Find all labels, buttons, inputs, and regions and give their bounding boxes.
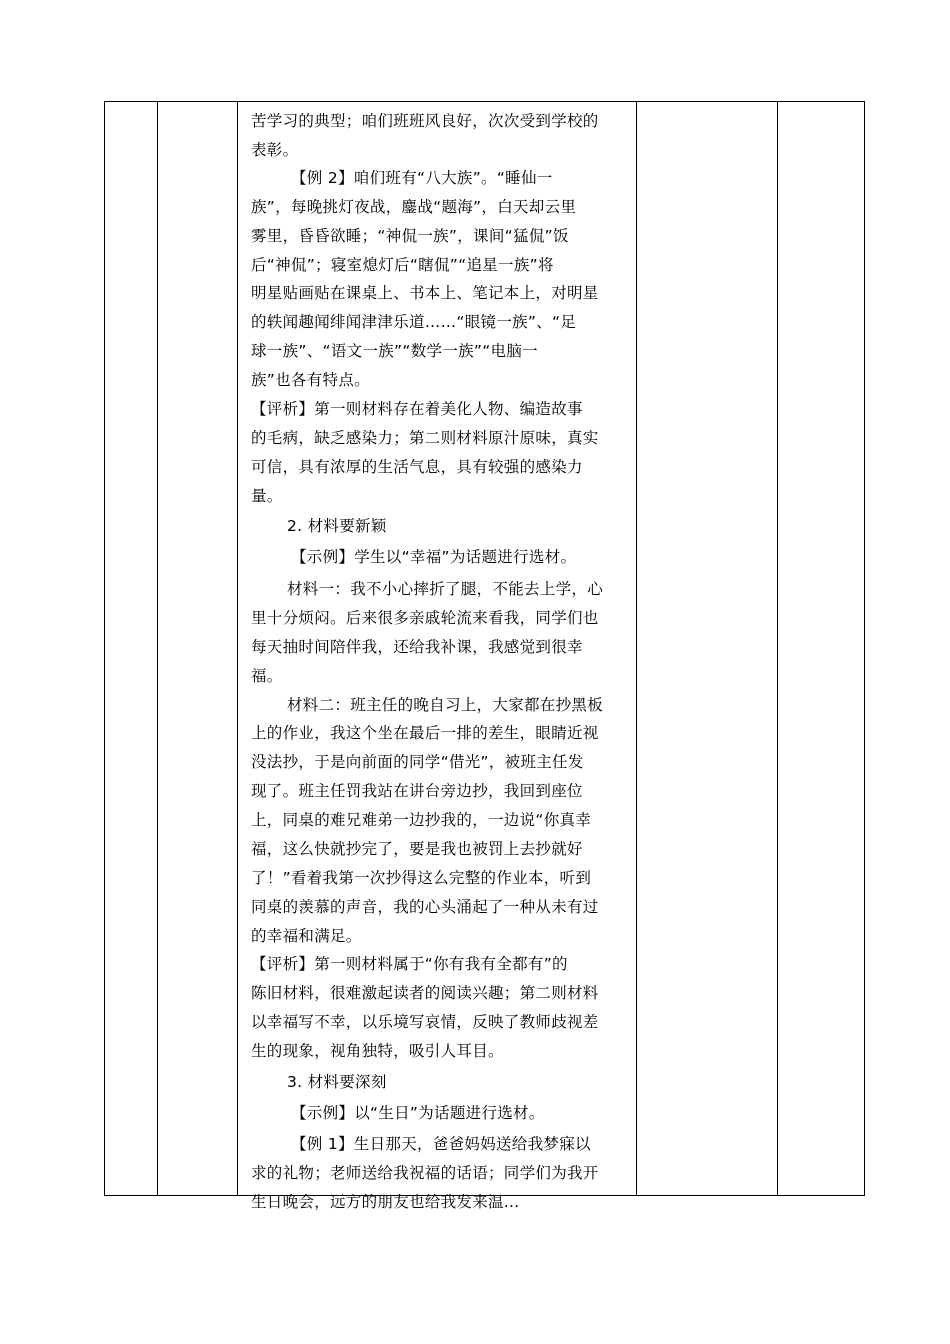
table-col-border-1 (104, 101, 105, 1196)
text-line: 现了。班主任罚我站在讲台旁边抄，我回到座位 (251, 782, 583, 800)
text-line: 的轶闻趣闻绯闻津津乐道……“眼镜一族”、“足 (251, 313, 577, 331)
table-col-border-5 (777, 101, 778, 1196)
text-line: 苦学习的典型；咱们班班风良好，次次受到学校的 (251, 112, 599, 130)
text-line: 求的礼物；老师送给我祝福的话语；同学们为我开 (251, 1164, 599, 1182)
text-line: 量。 (251, 487, 283, 505)
text-line: 了！”看着我第一次抄得这么完整的作业本，听到 (251, 869, 592, 887)
text-line: 族”也各有特点。 (251, 371, 370, 389)
content-cell (251, 102, 636, 1211)
lesson-table (104, 101, 864, 1211)
text-line: 【评析】第一则材料存在着美化人物、编造故事 (251, 400, 583, 418)
text-line: 【示例】学生以“幸福”为话题进行选材。 (291, 548, 577, 566)
text-line: 雾里，昏昏欲睡；“神侃一族”，课间“猛侃”饭 (251, 227, 569, 245)
table-col-border-4 (636, 101, 637, 1196)
text-line: 【评析】第一则材料属于“你有我有全都有”的 (251, 955, 568, 973)
text-line: 的幸福和满足。 (251, 927, 362, 945)
text-line: 陈旧材料，很难激起读者的阅读兴趣；第二则材料 (251, 984, 599, 1002)
text-line: 里十分烦闷。后来很多亲戚轮流来看我，同学们也 (251, 609, 599, 627)
text-line: 【示例】以“生日”为话题进行选材。 (291, 1104, 545, 1122)
text-line: 的毛病，缺乏感染力；第二则材料原汁原味，真实 (251, 429, 599, 447)
text-line: 【例 2】咱们班有“八大族”。“睡仙一 (291, 169, 553, 187)
text-line: 明星贴画贴在课桌上、书本上、笔记本上，对明星 (251, 284, 599, 302)
text-line: 表彰。 (251, 141, 299, 159)
text-line: 每天抽时间陪伴我，还给我补课，我感觉到很幸 (251, 638, 583, 656)
text-line: 后“神侃”；寝室熄灯后“瞎侃”“追星一族”将 (251, 256, 554, 274)
text-line: 没法抄，于是向前面的同学“借光”，被班主任发 (251, 753, 584, 771)
text-line: 材料二：班主任的晚自习上，大家都在抄黑板 (287, 696, 604, 714)
table-col-border-2 (157, 101, 158, 1196)
text-line: 球一族”、“语文一族”“数学一族”“电脑一 (251, 342, 538, 360)
text-line: 生的现象，视角独特，吸引人耳目。 (251, 1042, 504, 1060)
text-line: 生日晚会，远方的朋友也给我发来温... (251, 1193, 520, 1211)
text-line: 福，这么快就抄完了，要是我也被罚上去抄就好 (251, 840, 583, 858)
text-line: 材料一：我不小心摔折了腿，不能去上学，心 (287, 580, 604, 598)
table-col-border-3 (237, 101, 238, 1196)
text-line: 上的作业，我这个坐在最后一排的差生，眼睛近视 (251, 724, 599, 742)
section-heading: 2. 材料要新颖 (287, 517, 387, 535)
table-col-border-6 (864, 101, 865, 1196)
section-heading: 3. 材料要深刻 (287, 1073, 387, 1091)
text-line: 可信，具有浓厚的生活气息，具有较强的感染力 (251, 458, 583, 476)
text-line: 以幸福写不幸，以乐境写哀情，反映了教师歧视差 (251, 1013, 599, 1031)
text-line: 【例 1】生日那天，爸爸妈妈送给我梦寐以 (291, 1135, 591, 1153)
text-line: 上，同桌的难兄难弟一边抄我的，一边说“你真幸 (251, 811, 592, 829)
text-line: 福。 (251, 667, 283, 685)
text-line: 同桌的羡慕的声音，我的心头涌起了一种从未有过 (251, 898, 599, 916)
text-line: 族”，每晚挑灯夜战，鏖战“题海”，白天却云里 (251, 198, 577, 216)
